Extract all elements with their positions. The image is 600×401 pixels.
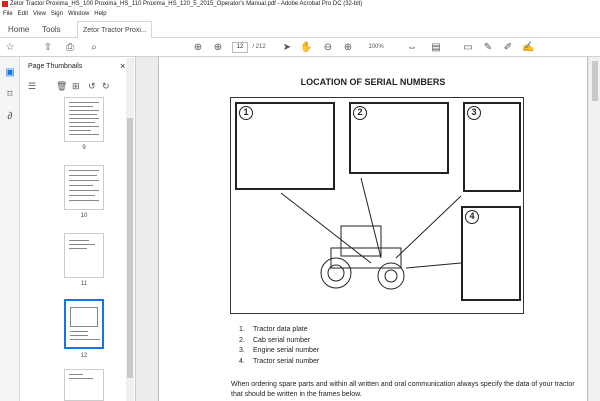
redo-icon[interactable]: ↻ <box>102 81 110 91</box>
comment-icon[interactable]: ▭ <box>463 42 473 53</box>
thumbnail-label: 9 <box>82 145 86 151</box>
callout-number: 1 <box>239 106 253 120</box>
ordering-paragraph: When ordering spare parts and within all written and oral communication always specify the data of your tractor that should be written in the frames below. <box>231 381 575 398</box>
tab-bar <box>0 19 600 38</box>
title-bar <box>0 0 600 9</box>
search-icon[interactable]: ⌕ <box>91 42 97 53</box>
window-title: Zetor Tractor Proxima_HS_100 Proxima_HS_110 Proxima_HS_120_5_2015_Operator's Manual.pdf - Adobe Acrobat Pro DC (32-bit) <box>10 1 363 7</box>
inset-tractor-data-plate <box>235 102 335 190</box>
thumbnail-page-13[interactable] <box>64 369 104 401</box>
previous-page-icon[interactable]: ⊕ <box>193 42 203 53</box>
zoom-in-icon[interactable]: ⊕ <box>343 42 353 53</box>
close-panel-icon[interactable]: × <box>120 61 126 71</box>
thumbnail-label: 12 <box>80 353 88 359</box>
bookmark-icon[interactable]: ⌑ <box>7 89 13 100</box>
fit-page-icon[interactable]: ⇔ <box>407 42 417 53</box>
menu-help[interactable]: Help <box>94 11 107 17</box>
thumbnail-page-12[interactable] <box>64 299 104 349</box>
document-scroll-thumb[interactable] <box>592 61 598 101</box>
pdf-page <box>158 57 588 401</box>
panel-scrollbar[interactable] <box>126 58 134 401</box>
document-area <box>136 57 600 401</box>
page-total: / 212 <box>252 44 266 50</box>
inset-cab-serial <box>349 102 449 174</box>
select-cursor-icon[interactable]: ➤ <box>282 42 292 53</box>
list-item: 4. Tractor serial number <box>239 357 320 365</box>
thumbnail-label: 11 <box>80 281 88 287</box>
next-page-icon[interactable]: ⊕ <box>213 42 223 53</box>
menu-file[interactable]: File <box>3 11 13 17</box>
panel-scroll-thumb[interactable] <box>127 118 133 378</box>
thumbnail-page-10[interactable] <box>64 165 104 210</box>
callout-number: 4 <box>465 210 479 224</box>
zoom-level[interactable]: 100% <box>368 44 384 50</box>
tab-home[interactable]: Home <box>8 25 30 34</box>
toolbar <box>0 38 600 57</box>
thumbnail-label: 10 <box>80 213 88 219</box>
serial-number-diagram <box>230 97 524 314</box>
callout-number: 3 <box>467 106 481 120</box>
highlight-icon[interactable]: ✎ <box>483 42 493 53</box>
menu-bar <box>0 9 600 19</box>
attachment-icon[interactable]: ∂ <box>7 111 13 122</box>
tab-document[interactable] <box>77 21 152 38</box>
list-item: 1. Tractor data plate <box>239 326 308 333</box>
tab-tools[interactable]: Tools <box>42 25 61 34</box>
thumbnails-panel <box>20 57 136 401</box>
undo-icon[interactable]: ↺ <box>88 81 96 91</box>
callout-number: 2 <box>353 106 367 120</box>
scroll-mode-icon[interactable]: ▤ <box>431 42 441 53</box>
menu-edit[interactable]: Edit <box>17 11 29 17</box>
upload-icon[interactable]: ⇧ <box>43 42 53 53</box>
panel-tools <box>20 79 136 95</box>
acrobat-icon <box>2 1 8 7</box>
page-title: LOCATION OF SERIAL NUMBERS <box>300 77 446 87</box>
page-number-input[interactable]: 12 <box>232 42 248 53</box>
print-icon[interactable]: ⎙ <box>66 42 74 53</box>
serial-number-list <box>239 325 319 367</box>
panel-title: Page Thumbnails <box>28 63 83 70</box>
tab-document-label: Zetor Tractor Proxi... <box>83 27 147 34</box>
list-item: 2. Cab serial number <box>239 336 311 344</box>
options-icon[interactable]: ☰ <box>28 81 37 91</box>
zoom-out-icon[interactable]: ⊖ <box>323 42 333 53</box>
menu-view[interactable]: View <box>33 11 46 17</box>
hand-tool-icon[interactable]: ✋ <box>300 42 313 53</box>
thumbnail-page-11[interactable] <box>64 233 104 278</box>
left-rail <box>0 57 20 401</box>
insert-icon[interactable]: ⊞ <box>72 81 80 91</box>
menu-window[interactable]: Window <box>67 11 90 17</box>
draw-icon[interactable]: ✐ <box>503 42 513 53</box>
sign-icon[interactable]: ✍ <box>522 42 535 53</box>
delete-icon[interactable]: 🗑 <box>56 81 68 91</box>
star-icon[interactable]: ☆ <box>5 42 15 53</box>
menu-sign[interactable]: Sign <box>50 11 63 17</box>
thumbnails-icon[interactable]: ▣ <box>5 67 15 78</box>
inset-engine-serial <box>463 102 521 192</box>
inset-tractor-serial <box>461 206 521 301</box>
document-scrollbar[interactable] <box>590 57 600 401</box>
thumbnail-page-9[interactable] <box>64 97 104 142</box>
list-item: 3. Engine serial number <box>239 347 320 354</box>
